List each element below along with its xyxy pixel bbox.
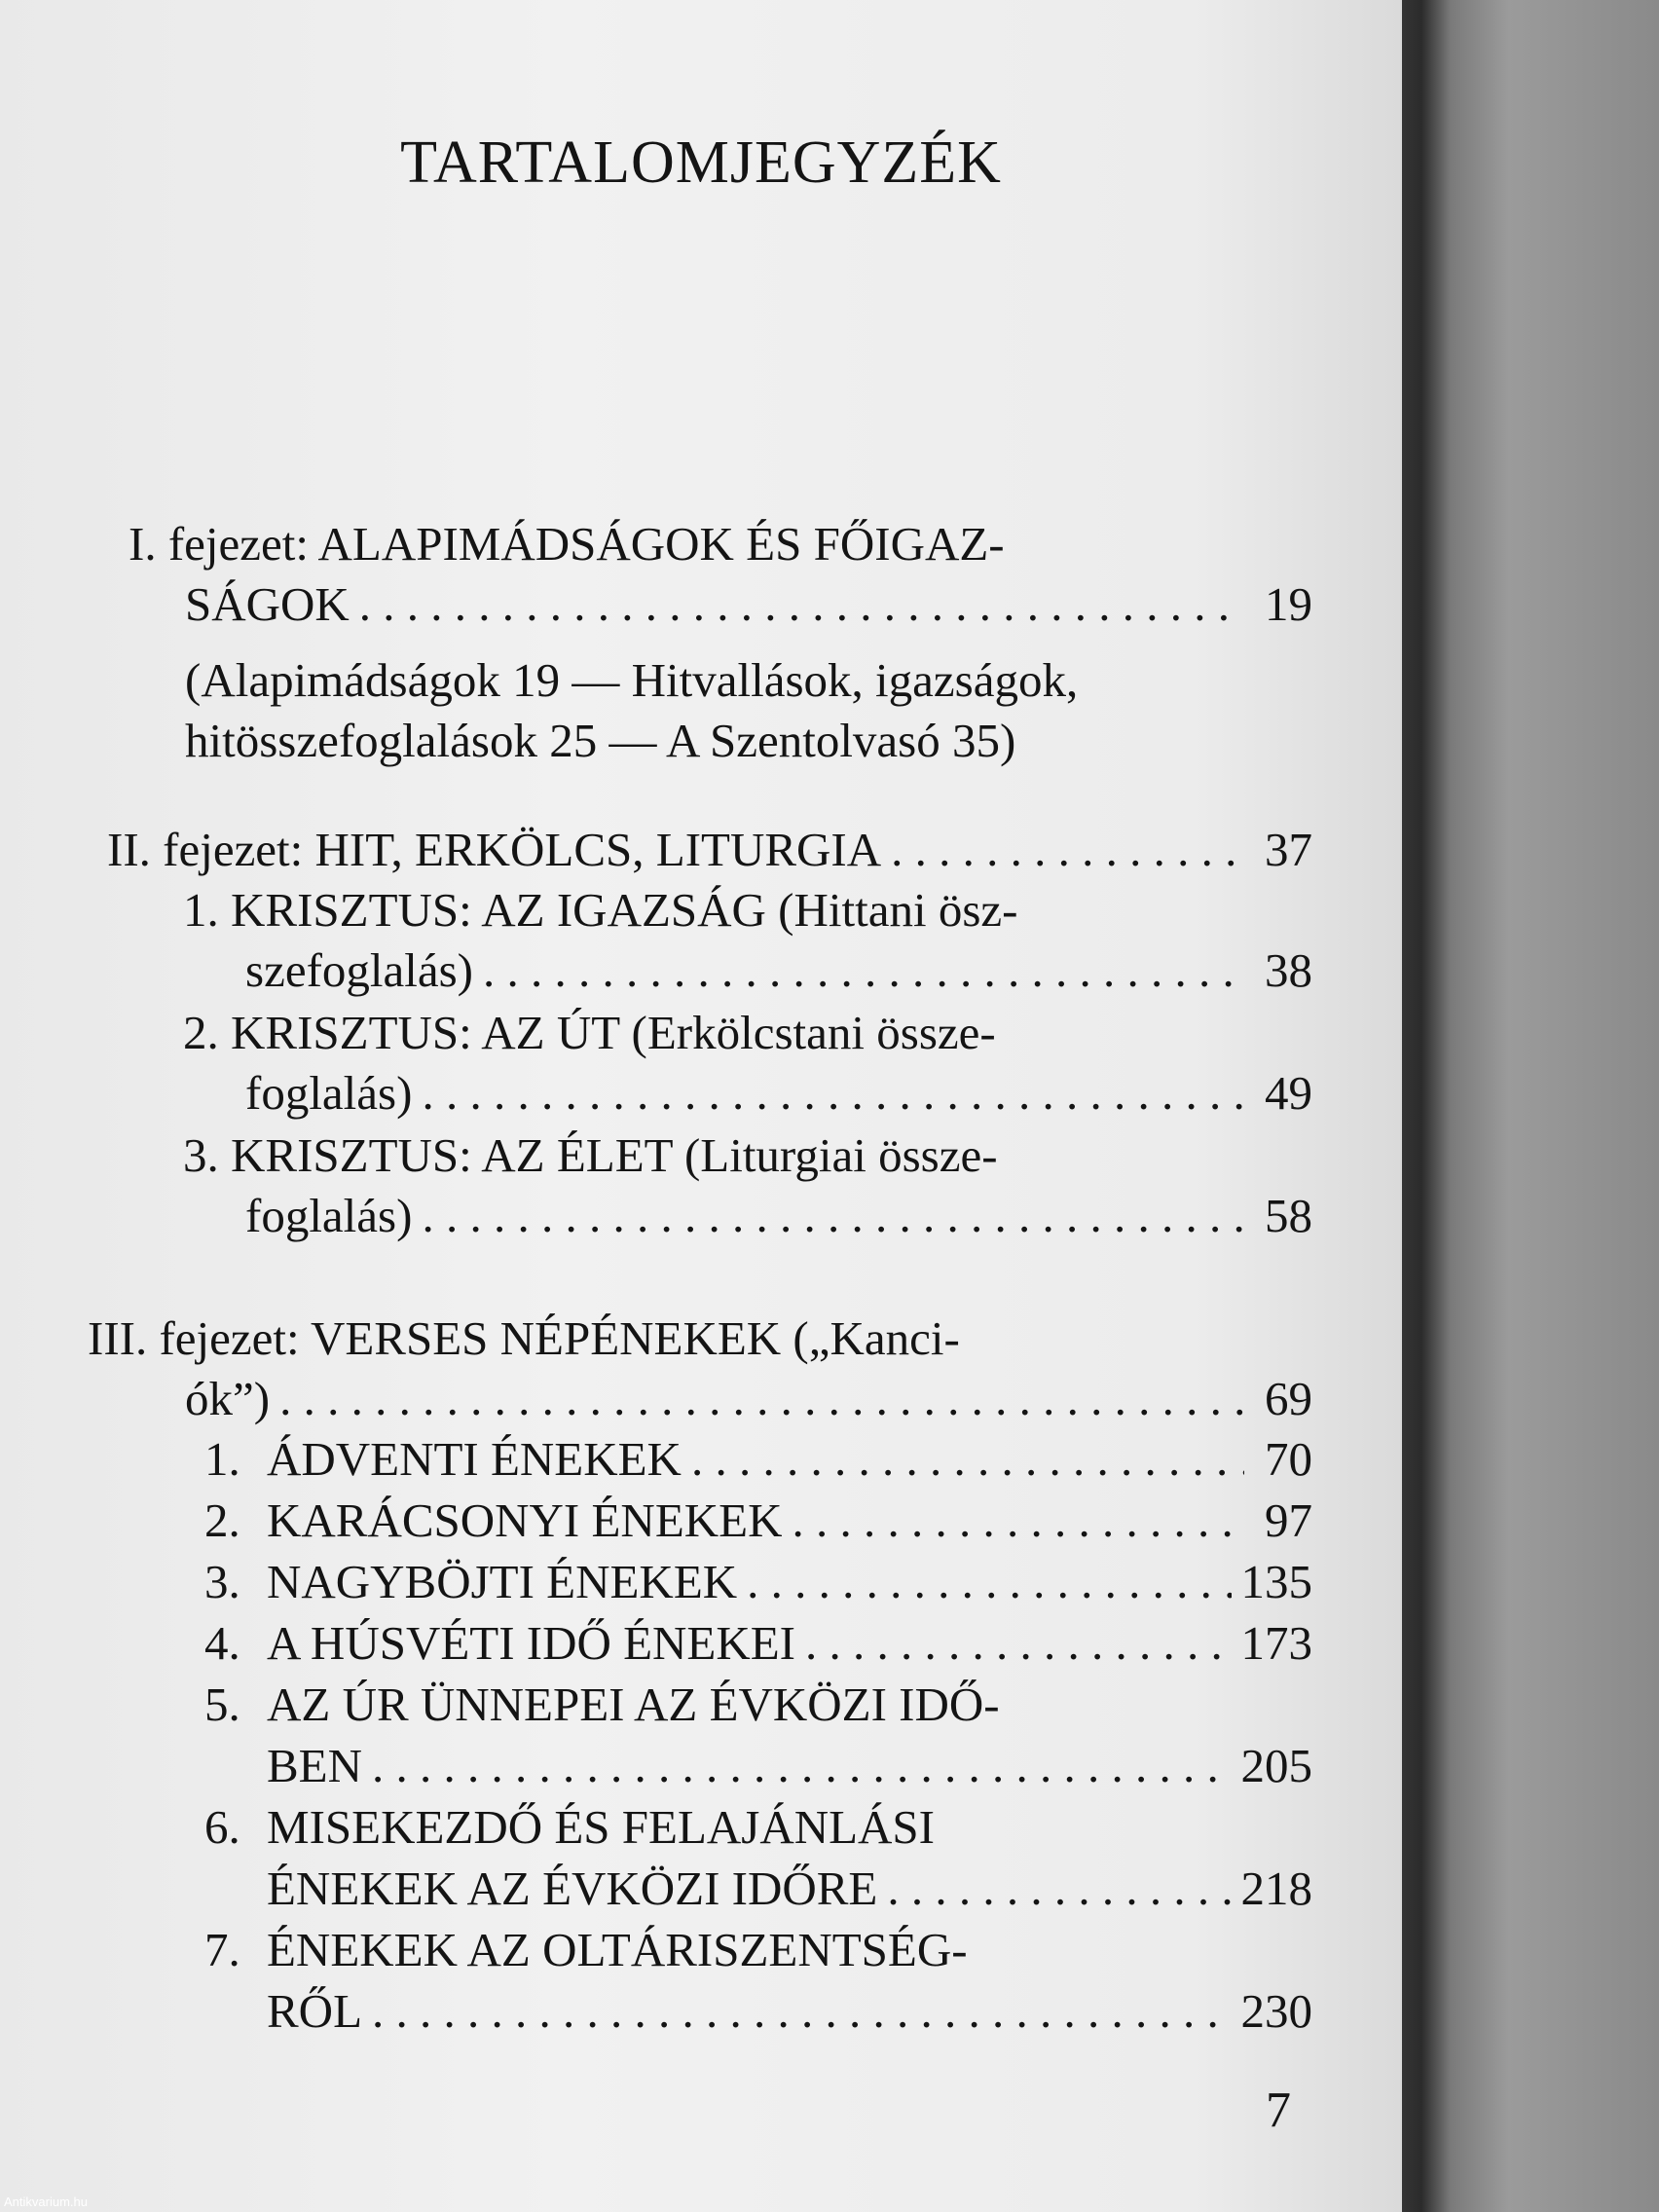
chapter3-item2-entry[interactable] xyxy=(204,1491,1312,1551)
chapter2-item1-line1 xyxy=(183,880,1017,940)
page-number: 7 xyxy=(1266,2083,1291,2138)
item-title: KRISZTUS: AZ IGAZSÁG (Hittani ösz- xyxy=(231,883,1018,937)
item-title-line2: foglalás) xyxy=(245,1189,413,1242)
chapter2-item3-line1 xyxy=(183,1125,998,1186)
item-number: 3. xyxy=(204,1555,240,1608)
leader-dots xyxy=(483,940,1244,1001)
item-page: 173 xyxy=(1240,1616,1312,1670)
item-number: 1. xyxy=(183,883,219,937)
chapter1-heading xyxy=(129,514,1005,574)
page-title: TARTALOMJEGYZÉK xyxy=(400,129,1002,196)
chapter2-heading: II. fejezet: HIT, ERKÖLCS, LITURGIA xyxy=(107,823,882,876)
item-number: 3. xyxy=(183,1128,219,1182)
leader-dots xyxy=(805,1613,1232,1674)
leader-dots xyxy=(887,1859,1231,1919)
leader-dots xyxy=(422,1186,1244,1246)
chapter3-item7-line1 xyxy=(204,1920,968,1980)
item-number: 7. xyxy=(204,1923,240,1976)
background-binding xyxy=(1392,0,1659,2212)
item-title-text: A HÚSVÉTI IDŐ ÉNEKEI xyxy=(267,1616,795,1670)
item-number: 1. xyxy=(204,1432,240,1486)
item-number: 2. xyxy=(183,1006,219,1059)
leader-dots xyxy=(372,1736,1232,1796)
item-title-line2: RŐL xyxy=(267,1984,362,2038)
item-title: MISEKEZDŐ ÉS FELAJÁNLÁSI xyxy=(267,1800,935,1854)
chapter3-item1-entry[interactable] xyxy=(204,1429,1312,1490)
item-title xyxy=(204,1552,737,1612)
chapter3-item5-line1 xyxy=(204,1675,1000,1735)
chapter1-heading-line2: SÁGOK xyxy=(185,577,350,631)
item-number: 2. xyxy=(204,1493,240,1547)
chapter3-item6-entry[interactable] xyxy=(267,1859,1312,1919)
item-number: 4. xyxy=(204,1616,240,1670)
chapter1-page: 19 xyxy=(1265,577,1312,631)
chapter1-note-line2: hitösszefoglalások 25 — A Szentolvasó 35) xyxy=(185,714,1016,767)
item-title: KRISZTUS: AZ ÉLET (Liturgiai össze- xyxy=(231,1128,998,1182)
leader-dots xyxy=(422,1063,1244,1124)
item-number: 5. xyxy=(204,1677,240,1731)
item-title-line2: foglalás) xyxy=(245,1066,413,1120)
item-page: 38 xyxy=(1265,943,1312,997)
item-title-line2: BEN xyxy=(267,1739,362,1792)
item-title: AZ ÚR ÜNNEPEI AZ ÉVKÖZI IDŐ- xyxy=(267,1677,1000,1731)
chapter3-item7-entry[interactable] xyxy=(267,1981,1312,2042)
item-page: 49 xyxy=(1265,1066,1312,1120)
item-title-text: KARÁCSONYI ÉNEKEK xyxy=(267,1493,783,1547)
item-title: KRISZTUS: AZ ÚT (Erkölcstani össze- xyxy=(231,1006,996,1059)
leader-dots xyxy=(891,820,1244,880)
chapter3-item4-entry[interactable] xyxy=(204,1613,1312,1674)
chapter1-entry[interactable] xyxy=(185,574,1312,635)
chapter2-item1-entry[interactable] xyxy=(245,940,1312,1001)
chapter2-item3-entry[interactable] xyxy=(245,1186,1312,1246)
item-title-line2: ÉNEKEK AZ ÉVKÖZI IDŐRE xyxy=(267,1862,878,1915)
item-title xyxy=(204,1613,795,1674)
leader-dots xyxy=(372,1981,1232,2042)
chapter3-item3-entry[interactable] xyxy=(204,1552,1312,1612)
chapter1-heading-line1: I. fejezet: ALAPIMÁDSÁGOK ÉS FŐIGAZ- xyxy=(129,517,1005,571)
item-page: 70 xyxy=(1265,1432,1312,1486)
item-page: 135 xyxy=(1240,1555,1312,1608)
leader-dots xyxy=(792,1491,1244,1551)
item-title-text: NAGYBÖJTI ÉNEKEK xyxy=(267,1555,738,1608)
chapter3-item6-line1 xyxy=(204,1797,935,1858)
chapter3-heading-line1: III. fejezet: VERSES NÉPÉNEKEK („Kanci- xyxy=(88,1311,960,1365)
chapter3-item5-entry[interactable] xyxy=(267,1736,1312,1796)
item-title xyxy=(204,1491,782,1551)
leader-dots xyxy=(747,1552,1231,1612)
item-title-text: ÁDVENTI ÉNEKEK xyxy=(267,1432,682,1486)
leader-dots xyxy=(359,574,1244,635)
leader-dots xyxy=(279,1369,1244,1429)
item-page: 218 xyxy=(1240,1862,1312,1915)
chapter3-heading-line2: ók”) xyxy=(185,1372,271,1425)
chapter2-entry[interactable] xyxy=(107,820,1312,880)
chapter2-item2-entry[interactable] xyxy=(245,1063,1312,1124)
chapter1-note-line1: (Alapimádságok 19 — Hitvallások, igazságok, xyxy=(185,653,1079,707)
watermark: Antikvarium.hu xyxy=(4,2194,88,2209)
chapter3-page: 69 xyxy=(1265,1372,1312,1425)
item-title-line2: szefoglalás) xyxy=(245,943,473,997)
item-number: 6. xyxy=(204,1800,240,1854)
item-page: 205 xyxy=(1240,1739,1312,1792)
chapter2-page: 37 xyxy=(1265,823,1312,876)
item-title xyxy=(204,1429,682,1490)
item-page: 58 xyxy=(1265,1189,1312,1242)
chapter3-entry[interactable] xyxy=(185,1369,1312,1429)
leader-dots xyxy=(691,1429,1244,1490)
item-title: ÉNEKEK AZ OLTÁRISZENTSÉG- xyxy=(267,1923,968,1976)
item-page: 230 xyxy=(1240,1984,1312,2038)
item-page: 97 xyxy=(1265,1493,1312,1547)
chapter2-item2-line1 xyxy=(183,1003,996,1063)
